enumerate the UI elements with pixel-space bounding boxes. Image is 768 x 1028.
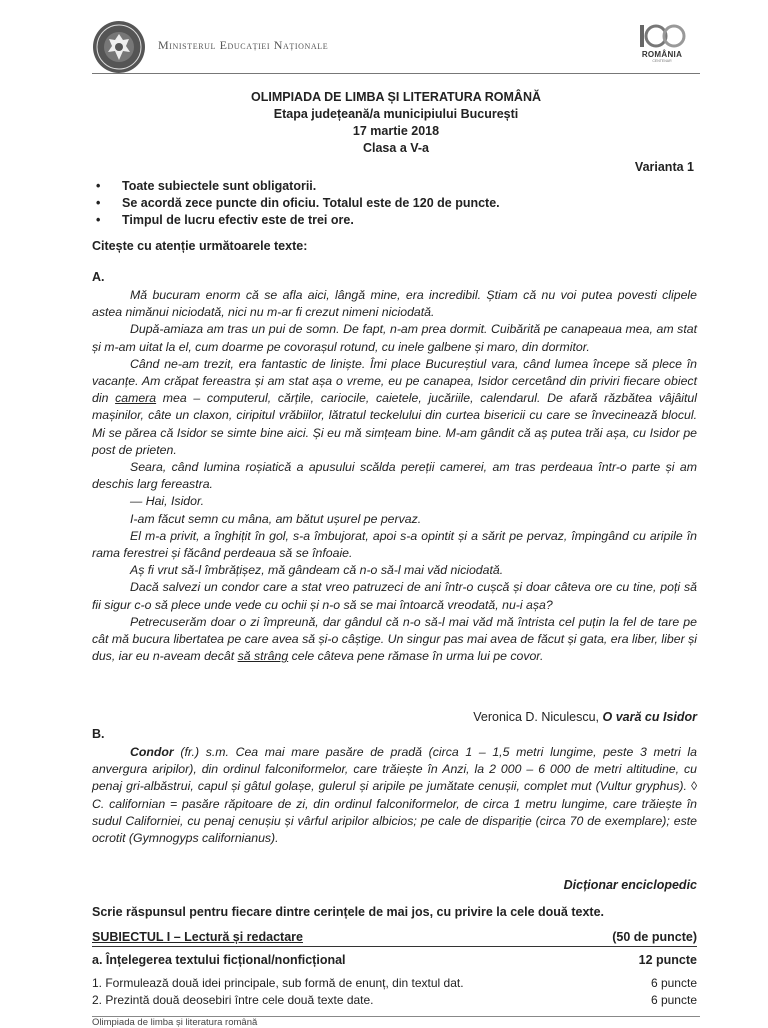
task-text: 2. Prezintă două deosebiri între cele două texte date. bbox=[92, 993, 374, 1007]
rule-item: • Se acordă zece puncte din oficiu. Totalul este de 120 de puncte. bbox=[92, 195, 692, 212]
text-a-paragraph: După-amiaza am tras un pui de somn. De fapt, n-am prea dormit. Cuibărită pe canapeaua mea, am stat și m-am uitat la el, cum doarme pe covorașul rotund, cu inele galbene și maro, din dormitor. bbox=[92, 322, 697, 354]
text-a-paragraph: Mă bucuram enorm că se afla aici, lângă mine, era incredibil. Știam că nu voi putea povesti clipele astea nimănui niciodată, nici nu m-ar fi crezut nimeni niciodată. bbox=[92, 288, 697, 320]
centenary-logo bbox=[634, 22, 690, 72]
task-text: 1. Formulează două idei principale, sub formă de enunț, din textul dat. bbox=[92, 976, 464, 990]
rule-item: • Timpul de lucru efectiv este de trei ore. bbox=[92, 212, 692, 229]
subject-title: SUBIECTUL I – Lectură și redactare bbox=[92, 930, 303, 944]
work-title: O vară cu Isidor bbox=[602, 710, 697, 724]
subject-points: (50 de puncte) bbox=[612, 930, 697, 944]
text-a-paragraph: Dacă salvezi un condor care a stat vreo patruzeci de ani într-o cușcă și doar câteva ore cu tine, poți să fii sigur c-o să plece unde vede cu ochii și n-o să se mai întoarcă vreodată, nu-i așa? bbox=[92, 580, 697, 612]
text-b-label: B. bbox=[92, 727, 105, 741]
exam-title: OLIMPIADA DE LIMBA ȘI LITERATURA ROMÂNĂ bbox=[250, 90, 542, 104]
task-points: 6 puncte bbox=[650, 976, 697, 990]
dictionary-term: Condor bbox=[130, 745, 174, 759]
text-a-paragraph: Seara, când lumina roșiatică a apusului scălda pereții camerei, am tras perdeaua într-o parte și am deschis larg fereastra. bbox=[92, 460, 697, 492]
text-a-fragment: mea – computerul, cărțile, cariocile, caietele, jucăriile, calendarul. De afară răzbătea vâjâitul mașinilor, câte un claxon, ciripitul vrăbiilor, lătratul teckelului din curtea bisericii cu care se învecinează blocul. Mi se părea că Isidor se simte bine aici. Și eu mă simțeam bine. M-am gândit că aș putea trăi așa, cu Isidor pe post de prieten. bbox=[92, 391, 697, 457]
text-a-fragment: cele câteva pene rămase în urma lui pe covor. bbox=[288, 649, 544, 664]
exam-title-block bbox=[92, 89, 700, 157]
exam-stage: Etapa județeană/a municipiului București bbox=[273, 107, 519, 121]
ministry-seal-icon bbox=[92, 20, 146, 74]
part-a-header bbox=[92, 953, 697, 967]
text-a-body bbox=[92, 287, 697, 665]
subject-header bbox=[92, 930, 697, 947]
task-item bbox=[92, 975, 697, 992]
text-b-source: Dicționar enciclopedic bbox=[563, 878, 697, 892]
task-points: 6 puncte bbox=[650, 993, 697, 1007]
task-list bbox=[92, 975, 697, 1009]
write-instruction: Scrie răspunsul pentru fiecare dintre cerințele de mai jos, cu privire la cele două texte. bbox=[92, 905, 604, 919]
centenary-100-icon bbox=[637, 22, 687, 50]
ministry-name: Ministerul Educației Naționale bbox=[158, 38, 329, 52]
text-a-paragraph: — Hai, Isidor. bbox=[130, 494, 205, 509]
part-a-title: a. Înțelegerea textului ficțional/nonficțional bbox=[92, 953, 346, 967]
dictionary-definition: (fr.) s.m. Cea mai mare pasăre de pradă (circa 1 – 1,5 metri lungime, peste 3 metri la anvergura aripilor), din ordinul falconiformelor, care trăiește în Anzi, la 2 000 – 6 000 de metri altitudine, cu penaj gri-albăstrui, capul și gâtul golașe, gulerul și aripile pe jumătate cenușii, complet mut (Vultur gryphus). ◊ C. californian = pasăre răpitoare de zi, din ordinul falconiformelor, de circa 1 metru lungime, care trăiește în sudul Californiei, cu penaj cenușiu și vârful aripilor albicios; pe cale de dispariție (circa 70 de exemplare); este ocrotit (Gymnogyps californianus). bbox=[92, 745, 697, 846]
text-a-paragraph bbox=[92, 614, 697, 666]
part-a-points: 12 puncte bbox=[638, 953, 697, 967]
author-name: Veronica D. Niculescu, bbox=[473, 710, 600, 724]
text-a-fragment: Petrecuserăm doar o zi împreună, dar gândul că n-o să-l mai văd mă întrista cel puțin la fel de tare pe cât mă bucura libertatea pe care avea să și-o câștige. Un singur pas mai avea de făcut și gata, era liber, liber și dus, iar eu n-aveam decât bbox=[92, 614, 697, 664]
variant-label: Varianta 1 bbox=[634, 160, 694, 174]
text-a-paragraph: I-am făcut semn cu mâna, am bătut ușurel pe pervaz. bbox=[130, 511, 422, 526]
text-a-paragraph: El m-a privit, a înghițit în gol, s-a îmbujorat, apoi s-a opintit și a sărit pe pervaz, împingând cu aripile în rama ferestrei și făcând perdeaua să se înfoaie. bbox=[92, 528, 697, 561]
text-a-label: A. bbox=[92, 270, 105, 284]
task-item bbox=[92, 992, 697, 1009]
page-footer: Olimpiada de limba și literatura română bbox=[92, 1017, 258, 1028]
text-a-fragment: Când ne-am trezit, era fantastic de liniște. Îmi place Bucureștiul vara, când lumea începe să plece în vacanțe. Am crăpat fereastra și am stat așa o vreme, eu pe canapea, Isidor cercetând din priviri fiecare obiect din bbox=[92, 356, 697, 406]
underlined-phrase: să strâng bbox=[237, 649, 289, 664]
text-b-body bbox=[92, 744, 697, 847]
centenary-sub: CENTENAR bbox=[652, 59, 672, 63]
text-b-paragraph bbox=[92, 744, 697, 847]
rule-item: • Toate subiectele sunt obligatorii. bbox=[92, 178, 692, 195]
text-a-attribution bbox=[473, 710, 697, 724]
exam-class: Clasa a V-a bbox=[362, 141, 429, 155]
text-a-paragraph: Aș fi vrut să-l îmbrățișez, mă gândeam că n-o să-l mai văd niciodată. bbox=[130, 563, 504, 578]
centenary-label: ROMÂNIA bbox=[641, 50, 683, 59]
page-header bbox=[92, 18, 700, 74]
exam-date: 17 martie 2018 bbox=[352, 124, 440, 138]
header-divider bbox=[92, 73, 700, 74]
text-a-paragraph bbox=[92, 356, 697, 459]
reading-instruction: Citește cu atenție următoarele texte: bbox=[92, 239, 308, 253]
rules-list bbox=[92, 178, 692, 229]
underlined-word: camera bbox=[115, 391, 157, 406]
